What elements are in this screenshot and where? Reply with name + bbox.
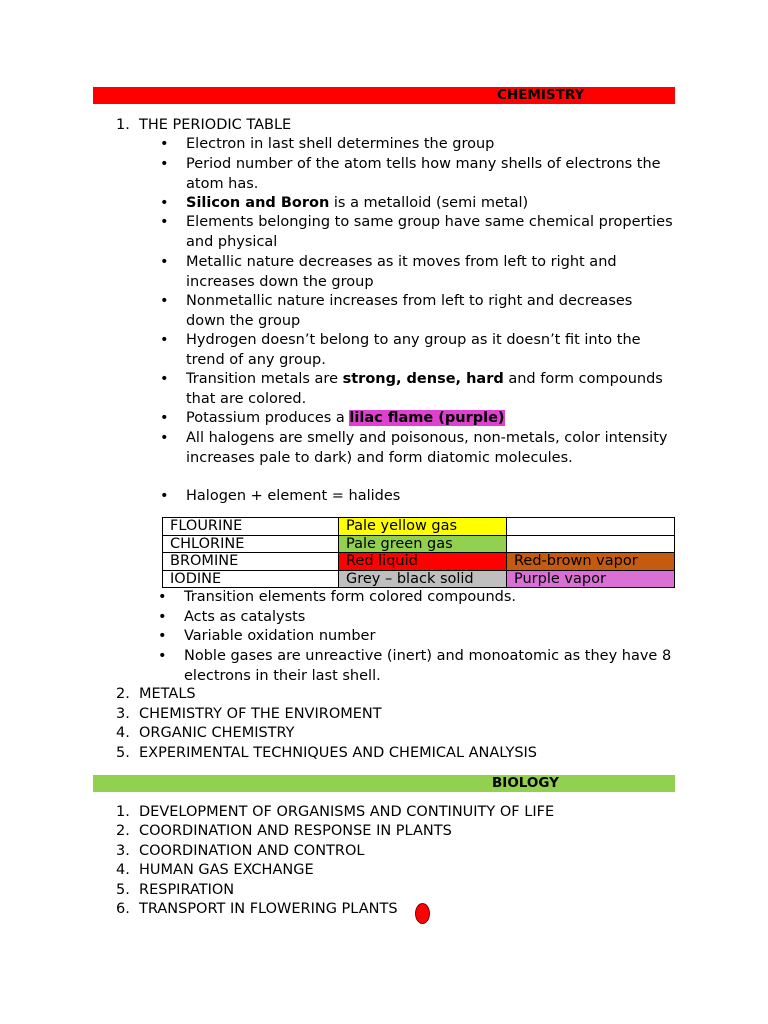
bullet-text: Acts as catalysts — [184, 609, 306, 625]
halogen-table — [162, 517, 675, 588]
halogen-state-cell: Red liquid — [339, 553, 507, 571]
bullet-text: Noble gases are unreactive (inert) and monoatomic as they have 8 electrons in their last shell. — [184, 648, 672, 684]
bullet-item — [158, 608, 673, 628]
halogen-row — [163, 518, 675, 536]
halogen-row — [163, 570, 675, 588]
bullet-text: Halogen + element = halides — [186, 488, 401, 504]
bullet-icon: • — [160, 371, 169, 387]
bullet-icon: • — [160, 430, 169, 446]
bullet-item — [158, 627, 673, 647]
bullet-text: Electron in last shell determines the group — [186, 136, 495, 152]
biology-header: BIOLOGY — [492, 775, 559, 791]
chem-section-4 — [116, 724, 295, 744]
chem-section-2 — [116, 685, 196, 705]
bullet-item — [160, 331, 675, 370]
bullet-item — [160, 292, 675, 331]
halogen-name-cell: FLOURINE — [163, 518, 339, 536]
bullet-icon: • — [160, 488, 169, 504]
bullet-text: Potassium produces a lilac flame (purple) — [186, 410, 505, 426]
section-number: 6. — [116, 901, 130, 917]
bullet-icon: • — [160, 293, 169, 309]
chemistry-header-band — [93, 87, 675, 104]
bullet-text: Period number of the atom tells how many shells of electrons the atom has. — [186, 156, 661, 192]
section-title: COORDINATION AND RESPONSE IN PLANTS — [139, 823, 452, 839]
bullet-text: All halogens are smelly and poisonous, non-metals, color intensity increases pale to dark) and form diatomic molecules. — [186, 430, 668, 466]
halogen-state-cell: Grey – black solid — [339, 570, 507, 588]
bio-section-2 — [116, 822, 452, 842]
halogen-vapor-cell — [507, 518, 675, 536]
bullet-text: Silicon and Boron is a metalloid (semi metal) — [186, 195, 529, 211]
bullet-item — [160, 213, 675, 252]
bullet-text: Metallic nature decreases as it moves from left to right and increases down the group — [186, 254, 617, 290]
section-number: 5. — [116, 882, 130, 898]
bio-section-6 — [116, 900, 398, 920]
section-number: 4. — [116, 725, 130, 741]
halogen-vapor-cell: Purple vapor — [507, 570, 675, 588]
section-number: 3. — [116, 706, 130, 722]
chem-section-5 — [116, 744, 537, 764]
bullet-icon: • — [160, 136, 169, 152]
biology-header-band — [93, 775, 675, 792]
section-title: DEVELOPMENT OF ORGANISMS AND CONTINUITY OF LIFE — [139, 804, 555, 820]
halogen-row — [163, 535, 675, 553]
halogen-state-cell: Pale green gas — [339, 535, 507, 553]
bullet-icon: • — [160, 410, 169, 426]
section-title: TRANSPORT IN FLOWERING PLANTS — [139, 901, 398, 917]
halogen-vapor-cell: Red-brown vapor — [507, 553, 675, 571]
halogen-row — [163, 553, 675, 571]
section-number: 1. — [116, 804, 130, 820]
bullet-text: Nonmetallic nature increases from left to right and decreases down the group — [186, 293, 633, 329]
bullet-icon: • — [160, 332, 169, 348]
bullet-text: Hydrogen doesn’t belong to any group as it doesn’t fit into the trend of any group. — [186, 332, 641, 368]
section-number: 3. — [116, 843, 130, 859]
bullet-icon: • — [158, 648, 167, 664]
bullet-text: Transition metals are strong, dense, hard and form compounds that are colored. — [186, 371, 663, 407]
bullet-item — [160, 409, 675, 429]
halogen-vapor-cell — [507, 535, 675, 553]
bullet-item — [160, 194, 675, 214]
halogen-name-cell: BROMINE — [163, 553, 339, 571]
chem-section-1 — [116, 116, 291, 136]
bullet-text: Elements belonging to same group have same chemical properties and physical — [186, 214, 673, 250]
bullet-item — [160, 429, 675, 468]
bullet-item — [158, 647, 673, 686]
section-number: 2. — [116, 823, 130, 839]
bullet-text: Variable oxidation number — [184, 628, 376, 644]
bullet-item — [160, 487, 675, 507]
section-title: ORGANIC CHEMISTRY — [139, 725, 295, 741]
bullet-icon: • — [158, 609, 167, 625]
bullet-icon: • — [160, 254, 169, 270]
bio-section-3 — [116, 842, 364, 862]
bullet-item — [160, 370, 675, 409]
section-number: 2. — [116, 686, 130, 702]
bio-section-5 — [116, 881, 234, 901]
bullet-item — [158, 588, 673, 608]
bullet-icon: • — [160, 156, 169, 172]
halogen-state-cell: Pale yellow gas — [339, 518, 507, 536]
bio-section-1 — [116, 803, 554, 823]
bullet-text: Transition elements form colored compounds. — [184, 589, 517, 605]
bullet-icon: • — [158, 628, 167, 644]
chem-section-3 — [116, 705, 382, 725]
section-title: CHEMISTRY OF THE ENVIROMENT — [139, 706, 382, 722]
section-title: THE PERIODIC TABLE — [139, 117, 292, 133]
section-number: 4. — [116, 862, 130, 878]
section-number: 5. — [116, 745, 130, 761]
bullet-icon: • — [160, 195, 169, 211]
bullet-item — [160, 155, 675, 194]
section-title: RESPIRATION — [139, 882, 235, 898]
halogen-name-cell: IODINE — [163, 570, 339, 588]
halogen-name-cell: CHLORINE — [163, 535, 339, 553]
red-circle-marker — [415, 903, 430, 924]
bio-section-4 — [116, 861, 314, 881]
section-title: COORDINATION AND CONTROL — [139, 843, 365, 859]
section-title: METALS — [139, 686, 196, 702]
chemistry-header: CHEMISTRY — [497, 87, 585, 103]
bold-text: strong, dense, hard — [342, 371, 504, 387]
bold-text: Silicon and Boron — [186, 195, 330, 211]
section-title: EXPERIMENTAL TECHNIQUES AND CHEMICAL ANALYSIS — [139, 745, 538, 761]
bullet-item — [160, 135, 675, 155]
section-title: HUMAN GAS EXCHANGE — [139, 862, 314, 878]
bullet-icon: • — [160, 214, 169, 230]
section-number: 1. — [116, 117, 130, 133]
highlighted-text: lilac flame (purple) — [349, 410, 505, 426]
bullet-icon: • — [158, 589, 167, 605]
bullet-item — [160, 253, 675, 292]
